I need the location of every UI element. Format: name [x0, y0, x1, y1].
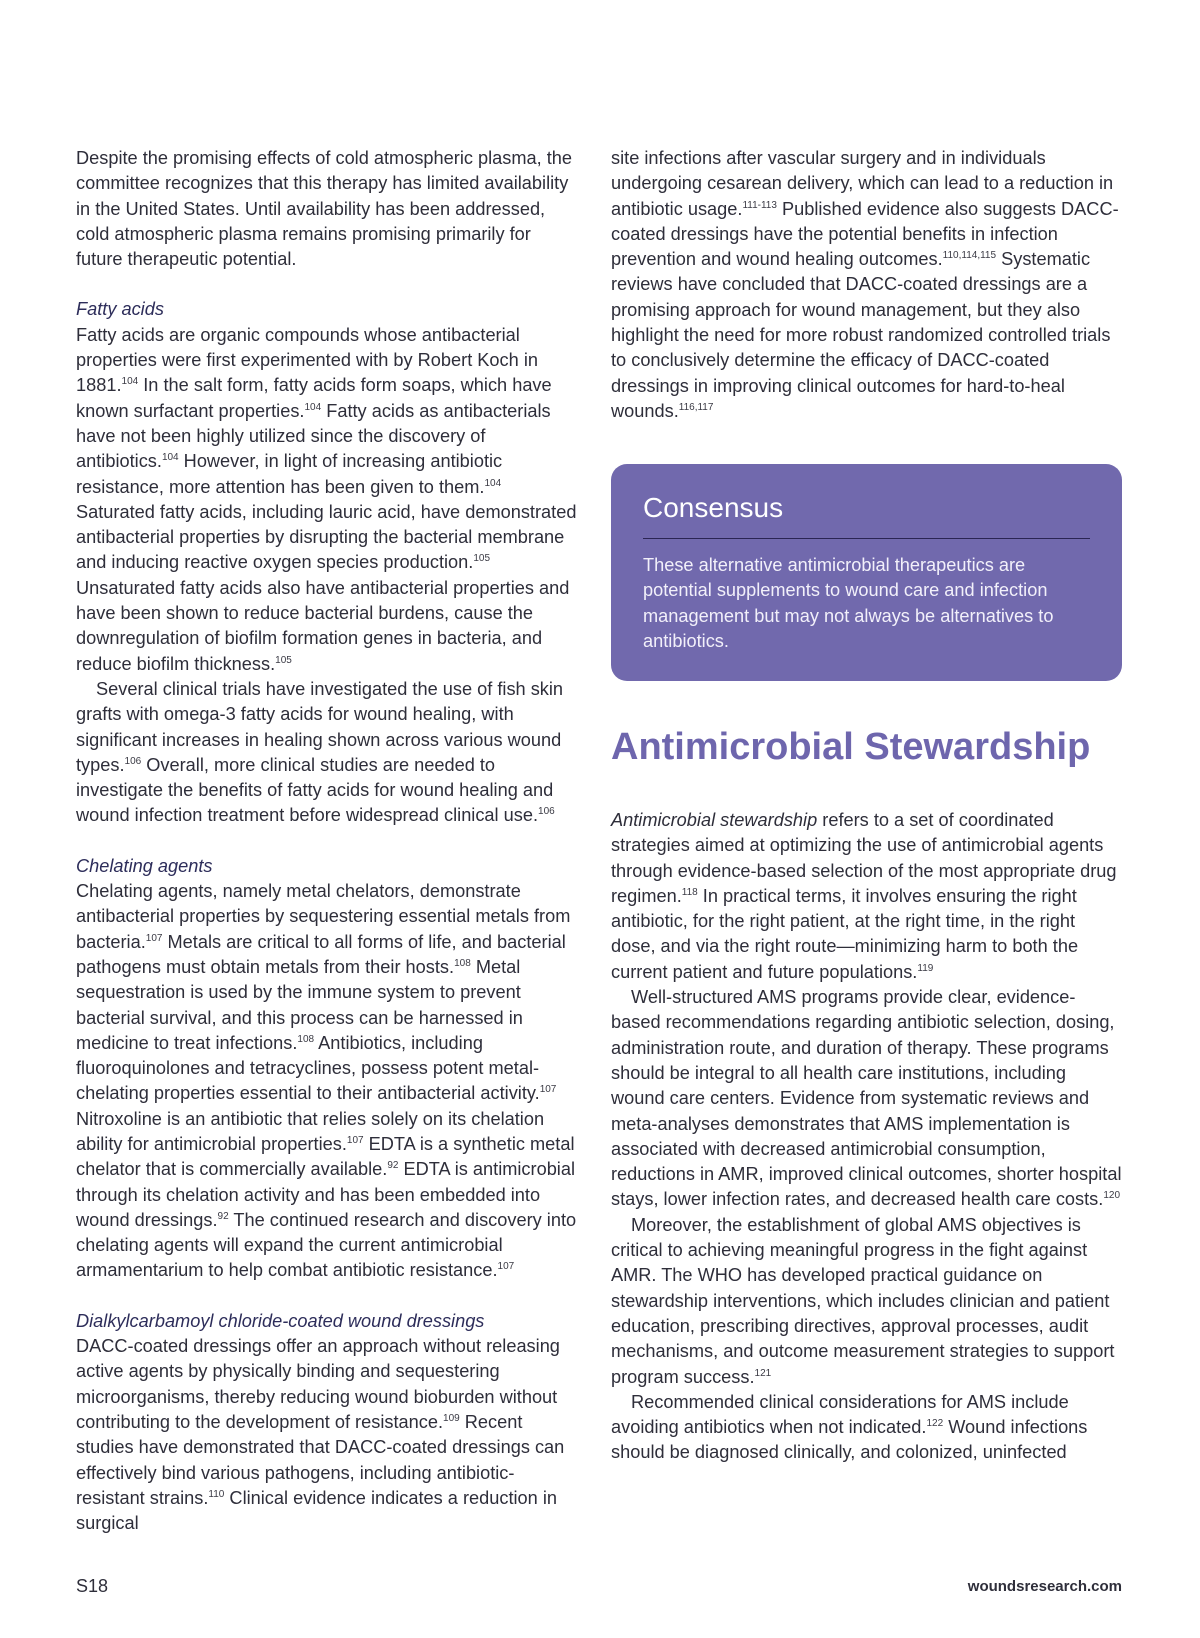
subheading-dacc-dressings: Dialkylcarbamoyl chloride-coated wound dressings: [76, 1310, 485, 1331]
citation: 122: [926, 1418, 944, 1430]
citation: 107: [539, 1084, 557, 1096]
citation: 118: [681, 886, 698, 898]
paragraph-cold-plasma: Despite the promising effects of cold atmospheric plasma, the committee recognizes that this therapy has limited availability in the United States. Until availability has been addressed, cold atmospheric plasma remains promising primarily for future therapeutic potential.: [76, 148, 573, 270]
section-title: Antimicrobial Stewardship: [611, 726, 1091, 768]
paragraph-fatty-acids-2: Several clinical trials have investigated the use of fish skin grafts with omega-3 fatty acids for wound healing, with significant increases in healing shown across various wound types.$^{106}$ Overall, more clinical studies are needed to investigate the benefits of fatty acids for wound healing and wound infection treatment before widespread clinical use.$^{106}$: [76, 678, 564, 826]
consensus-title: Consensus: [643, 492, 784, 523]
citation: 104: [161, 452, 179, 464]
citation: 108: [297, 1033, 315, 1045]
website-link[interactable]: woundsresearch.com: [967, 1578, 1122, 1595]
consensus-divider: [643, 538, 1090, 539]
citation: 116,117: [678, 401, 714, 413]
citation: 111-113: [742, 199, 777, 211]
page-number: S18: [76, 1576, 109, 1596]
consensus-box: [611, 464, 1122, 681]
citation: 104: [304, 401, 322, 413]
right-column-top: [611, 146, 1124, 424]
consensus-text: These alternative antimicrobial therapeutics are potential supplements to wound care and infection management but may not always be alternatives to antibiotics.: [643, 555, 1054, 651]
subheading-chelating-agents: Chelating agents: [76, 855, 213, 876]
paragraph-ams-1: Antimicrobial stewardship refers to a set of coordinated strategies aimed at optimizing the use of antimicrobial agents through evidence-based selection of the most appropriate drug regimen.$^{118}$ In practical terms, it involves ensuring the right antibiotic, for the right patient, at the right time, in the right dose, and via the right route—minimizing harm to both the current patient and future populations.$^{119}$: [611, 810, 1117, 982]
citation: 120: [1103, 1190, 1121, 1202]
citation: 107: [145, 932, 163, 944]
citation: 105: [473, 553, 491, 565]
left-column: [76, 146, 581, 1536]
citation: 106: [124, 755, 142, 767]
citation: 104: [121, 376, 139, 388]
paragraph-ams-2: Well-structured AMS programs provide clear, evidence-based recommendations regarding antibiotic selection, dosing, administration route, and duration of therapy. These programs should be integral to all health care institutions, including wound care centers. Evidence from systematic reviews and meta-analyses demonstrates that AMS implementation is associated with decreased antimicrobial consumption, reductions in AMR, improved clinical outcomes, shorter hospital stays, lower infection rates, and decreased health care costs.$^{120}$: [611, 987, 1122, 1210]
citation: 110: [208, 1488, 225, 1500]
citation: 108: [454, 957, 471, 969]
ams-section: [611, 808, 1124, 1466]
citation: 107: [497, 1261, 515, 1273]
citation: 92: [387, 1160, 399, 1172]
paragraph-chelating-agents: Chelating agents, namely metal chelators, demonstrate antibacterial properties by sequestering essential metals from bacteria.$^{107}$ Metals are critical to all forms of life, and bacterial pathogens must obtain metals from their hosts.$^{108}$ Metal sequestration is used by the immune system to prevent bacterial survival, and this process can be harnessed in medicine to treat infections.$^{108}$ Antibiotics, including fluoroquinolones and tetracyclines, possess potent metal-chelating properties essential to their antibacterial activity.$^{107}$ Nitroxoline is an antibiotic that relies solely on its chelation ability for antimicrobial properties.$^{107}$ EDTA is a synthetic metal chelator that is commercially available.$^{92}$ EDTA is antimicrobial through its chelation activity and has been embedded into wound dressings.$^{92}$ The continued research and discovery into chelating agents will expand the current antimicrobial armamentarium to help combat antibiotic resistance.$^{107}$: [76, 881, 577, 1281]
citation: 105: [275, 654, 292, 666]
citation: 106: [538, 806, 555, 818]
citation: 104: [484, 477, 502, 489]
citation: 107: [346, 1134, 364, 1146]
subheading-fatty-acids: Fatty acids: [76, 299, 164, 320]
paragraph-dacc-dressings: DACC-coated dressings offer an approach without releasing active agents by physically binding and sequestering microorganisms, thereby reducing wound bioburden without contributing to the development of resistance.$^{109}$ Recent studies have demonstrated that DACC-coated dressings can effectively bind various pathogens, including antibiotic-resistant strains.$^{110}$ Clinical evidence indicates a reduction in surgical: [76, 1336, 565, 1534]
citation: 119: [917, 962, 934, 974]
citation: 121: [754, 1367, 772, 1379]
paragraph-fatty-acids-1: Fatty acids are organic compounds whose antibacterial properties were first experimented with by Robert Koch in 1881.$^{104}$ In the salt form, fatty acids form soaps, which have known surfactant properties.$^{104}$ Fatty acids as antibacterials have not been highly utilized since the discovery of antibiotics.$^{104}$ However, in light of increasing antibiotic resistance, more attention has been given to them.$^{104}$ Saturated fatty acids, including lauric acid, have demonstrated antibacterial properties by disrupting the bacterial membrane and inducing reactive oxygen species production.$^{105}$ Unsaturated fatty acids also have antibacterial properties and have been shown to reduce bacterial burdens, cause the downregulation of biofilm formation genes in bacteria, and reduce biofilm thickness.$^{105}$: [76, 324, 577, 674]
paragraph-ams-3: Moreover, the establishment of global AMS objectives is critical to achieving meaningful progress in the fight against AMR. The WHO has developed practical guidance on stewardship interventions, which includes clinician and patient education, prescribing directives, approval processes, audit mechanisms, and outcome measurement strategies to support program success.$^{121}$: [611, 1214, 1115, 1387]
citation: 109: [443, 1412, 460, 1424]
paragraph-dacc-continued: site infections after vascular surgery and in individuals undergoing cesarean delivery, which can lead to a reduction in antibiotic usage.$^{111-113}$ Published evidence also suggests DACC-coated dressings have the potential benefits in infection prevention and wound healing outcomes.$^{110,114,115}$ Systematic reviews have concluded that DACC-coated dressings are a promising approach for wound management, but they also highlight the need for more robust randomized controlled trials to conclusively determine the efficacy of DACC-coated dressings in improving clinical outcomes for hard-to-heal wounds.$^{116,117}$: [611, 148, 1119, 421]
citation: 110,114,115: [942, 250, 997, 262]
citation: 92: [217, 1210, 229, 1222]
paragraph-ams-4: Recommended clinical considerations for AMS include avoiding antibiotics when not indicated.$^{122}$ Wound infections should be diagnosed clinically, and colonized, uninfected: [611, 1391, 1088, 1463]
